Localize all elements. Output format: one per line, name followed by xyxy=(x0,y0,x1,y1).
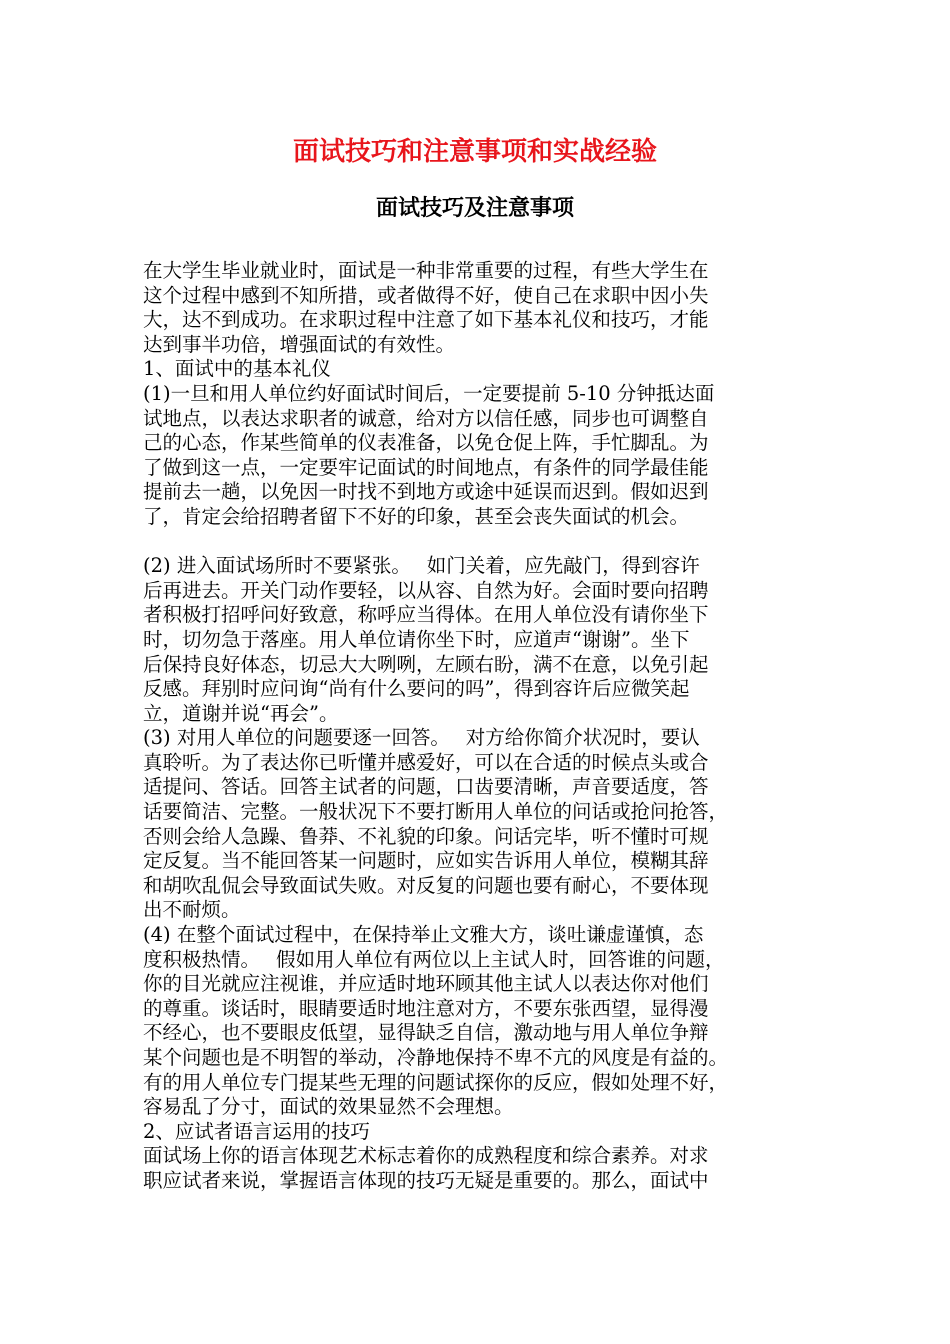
document-subtitle: 面试技巧及注意事项 xyxy=(375,195,574,221)
text-line: (2) 进入面试场所时不要紧张。 如门关着，应先敲门，得到容许 xyxy=(143,554,700,578)
text-line: 2、应试者语言运用的技巧 xyxy=(143,1119,370,1143)
text-line: 你的目光就应注视谁，并应适时地环顾其他主试人以表达你对他们 xyxy=(143,972,709,996)
text-line: 了，肯定会给招聘者留下不好的印象，甚至会丧失面试的机会。 xyxy=(143,504,690,528)
text-line: 不经心，也不要眼皮低望，显得缺乏自信，激动地与用人单位争辩 xyxy=(143,1021,709,1045)
text-line: 后保持良好体态，切忌大大咧咧，左顾右盼，满不在意，以免引起 xyxy=(143,652,709,676)
document-title: 面试技巧和注意事项和实战经验 xyxy=(292,137,657,167)
text-line: 有的用人单位专门提某些无理的问题试探你的反应，假如处理不好， xyxy=(143,1070,729,1094)
text-line: 这个过程中感到不知所措，或者做得不好，使自己在求职中因小失 xyxy=(143,283,709,307)
text-line: 大，达不到成功。在求职过程中注意了如下基本礼仪和技巧，才能 xyxy=(143,308,709,332)
text-line: (3) 对用人单位的问题要逐一回答。 对方给你简介状况时，要认 xyxy=(143,726,700,750)
text-line: 容易乱了分寸，面试的效果显然不会理想。 xyxy=(143,1095,514,1119)
text-line: 了做到这一点，一定要牢记面试的时间地点，有条件的同学最佳能 xyxy=(143,455,709,479)
text-line: 反感。拜别时应问询“尚有什么要问的吗”，得到容许后应微笑起 xyxy=(143,677,690,701)
text-line: 后再进去。开关门动作要轻，以从容、自然为好。会面时要向招聘 xyxy=(143,578,709,602)
text-line: 否则会给人急躁、鲁莽、不礼貌的印象。问话完毕，听不懂时可规 xyxy=(143,824,709,848)
text-line: 度积极热情。 假如用人单位有两位以上主试人时，回答谁的问题， xyxy=(143,947,725,971)
text-line: 在大学生毕业就业时，面试是一种非常重要的过程，有些大学生在 xyxy=(143,259,709,282)
text-line: 1、面试中的基本礼仪 xyxy=(143,357,331,381)
blank-line xyxy=(143,530,815,555)
text-line: 某个问题也是不明智的举动，冷静地保持不卑不亢的风度是有益的。 xyxy=(143,1046,729,1069)
text-line: 试地点，以表达求职者的诚意，给对方以信任感，同步也可调整自 xyxy=(143,406,709,430)
text-line: 达到事半功倍，增强面试的有效性。 xyxy=(143,332,456,356)
text-line: 时，切勿急于落座。用人单位请你坐下时，应道声“谢谢”。坐下 xyxy=(143,627,690,651)
body-text xyxy=(143,259,815,1194)
text-line: 真聆听。为了表达你已听懂并感爱好，可以在合适的时候点头或合 xyxy=(143,750,709,774)
text-line: 和胡吹乱侃会导致面试失败。对反复的问题也要有耐心，不要体现 xyxy=(143,873,709,897)
text-line: 立，道谢并说“再会”。 xyxy=(143,701,339,725)
text-line: 面试场上你的语言体现艺术标志着你的成熟程度和综合素养。对求 xyxy=(143,1144,709,1168)
text-line: (4) 在整个面试过程中，在保持举止文雅大方，谈吐谦虚谨慎，态 xyxy=(143,923,704,947)
text-line: 提前去一趟，以免因一时找不到地方或途中延误而迟到。假如迟到 xyxy=(143,480,709,504)
text-line: 职应试者来说，掌握语言体现的技巧无疑是重要的。那么，面试中 xyxy=(143,1168,709,1192)
text-line: 己的心态，作某些简单的仪表准备，以免仓促上阵，手忙脚乱。为 xyxy=(143,431,709,455)
text-line: 的尊重。谈话时，眼睛要适时地注意对方，不要东张西望，显得漫 xyxy=(143,996,709,1020)
text-line: 者积极打招呼问好致意，称呼应当得体。在用人单位没有请你坐下 xyxy=(143,603,709,627)
text-line: 适提问、答话。回答主试者的问题，口齿要清晰，声音要适度，答 xyxy=(143,775,709,799)
text-line: (1)一旦和用人单位约好面试时间后，一定要提前 5-10 分钟抵达面 xyxy=(143,381,715,405)
text-line: 定反复。当不能回答某一问题时，应如实告诉用人单位，模糊其辞 xyxy=(143,849,709,873)
text-line: 话要简洁、完整。一般状况下不要打断用人单位的问话或抢问抢答， xyxy=(143,800,729,824)
text-line: 出不耐烦。 xyxy=(143,898,241,922)
